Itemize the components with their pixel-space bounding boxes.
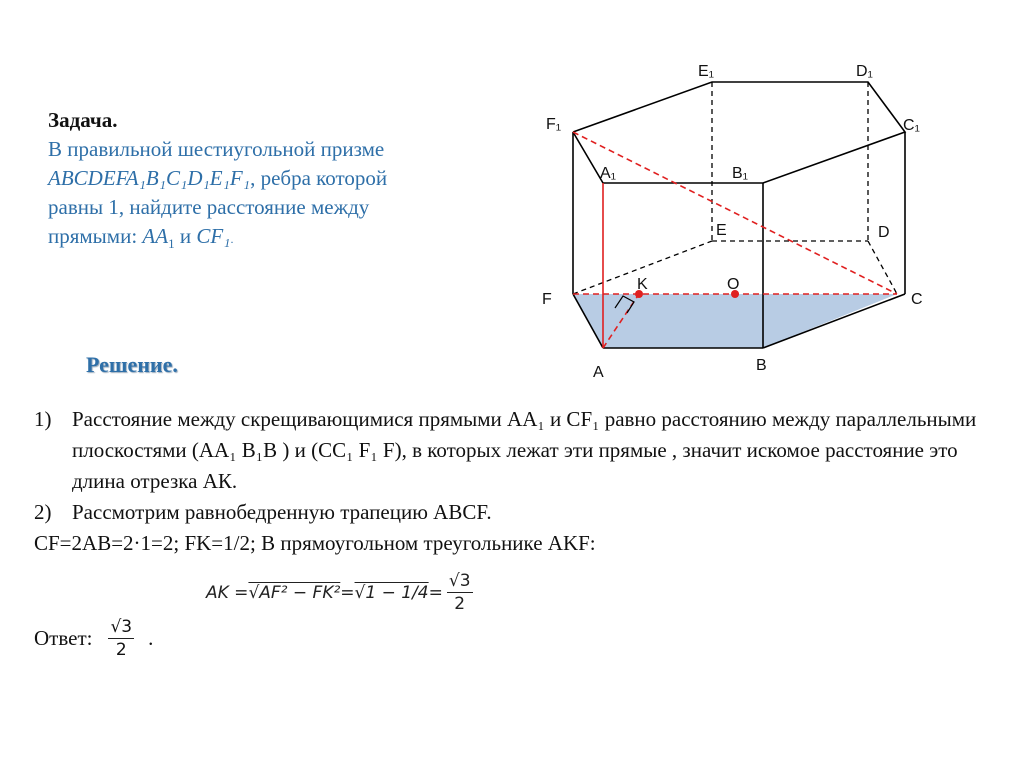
answer-numerator: √3 (110, 617, 133, 637)
label-d1: D₁ (856, 63, 873, 80)
line-cf: CF₁ (196, 224, 231, 248)
label-e: E (716, 222, 727, 239)
label-k: K (637, 276, 648, 293)
step-2 (34, 497, 994, 528)
solution-title: Решение. (86, 352, 178, 377)
label-a: A (593, 364, 604, 381)
answer-fraction (108, 616, 134, 661)
formula-sqrt-2: √1 − 1/4 (354, 582, 429, 603)
step-1 (34, 404, 994, 497)
formula-ak (206, 570, 473, 615)
answer-label: Ответ: (34, 626, 93, 650)
task-dot: . (230, 232, 234, 246)
step-3: CF=2AB=2·1=2; FK=1/2; В прямоугольном треугольнике AKF: (34, 531, 596, 555)
label-b1: B₁ (732, 165, 749, 182)
line-aa-sub: 1 (168, 236, 175, 252)
task-line-3: равны 1, найдите расстояние между (48, 195, 370, 219)
step-number: 1) (34, 407, 52, 431)
step-text: Рассмотрим равнобедренную трапецию ABCF. (72, 500, 492, 524)
label-f1: F₁ (546, 116, 562, 133)
label-d: D (878, 224, 890, 241)
label-o: O (727, 276, 740, 293)
fraction-denominator: 2 (454, 594, 466, 614)
formula-fraction (447, 570, 473, 615)
answer-dot: . (148, 626, 154, 650)
step-number: 2) (34, 500, 52, 524)
formula-eq-2: = (428, 582, 443, 603)
task-heading: Задача. (48, 108, 118, 132)
task-line-2: , ребра которой (250, 166, 388, 190)
step-text: Расстояние между скрещивающимися прямыми AA₁ и CF₁ равно расстоянию между параллельными плоскостями (AA₁ B₁B ) и (CC₁ F₁ F), в которых лежат эти прямые , значит искомое расстояние это длина отрезка АК. (72, 407, 977, 493)
label-c1: C₁ (903, 117, 920, 134)
task-and: и (174, 224, 197, 248)
task-line-4: прямыми: (48, 224, 143, 248)
fraction-numerator: √3 (448, 571, 471, 591)
segment-f1c (573, 132, 897, 294)
label-f: F (542, 291, 552, 308)
formula-left: AK = (206, 582, 249, 603)
line-aa: AA (142, 224, 169, 248)
formula-eq-1: = (340, 582, 355, 603)
label-b: B (756, 357, 767, 374)
label-a1: A₁ (600, 165, 617, 182)
formula-sqrt-1: √AF² − FK² (248, 582, 341, 603)
answer (34, 616, 153, 661)
task-line-1: В правильной шестиугольной призме (48, 137, 385, 161)
solution-steps (34, 404, 994, 559)
label-c: C (911, 291, 923, 308)
prism-name: ABCDEFA₁B₁C₁D₁E₁F₁ (48, 166, 251, 190)
label-e1: E₁ (698, 63, 715, 80)
answer-denominator: 2 (115, 640, 127, 660)
